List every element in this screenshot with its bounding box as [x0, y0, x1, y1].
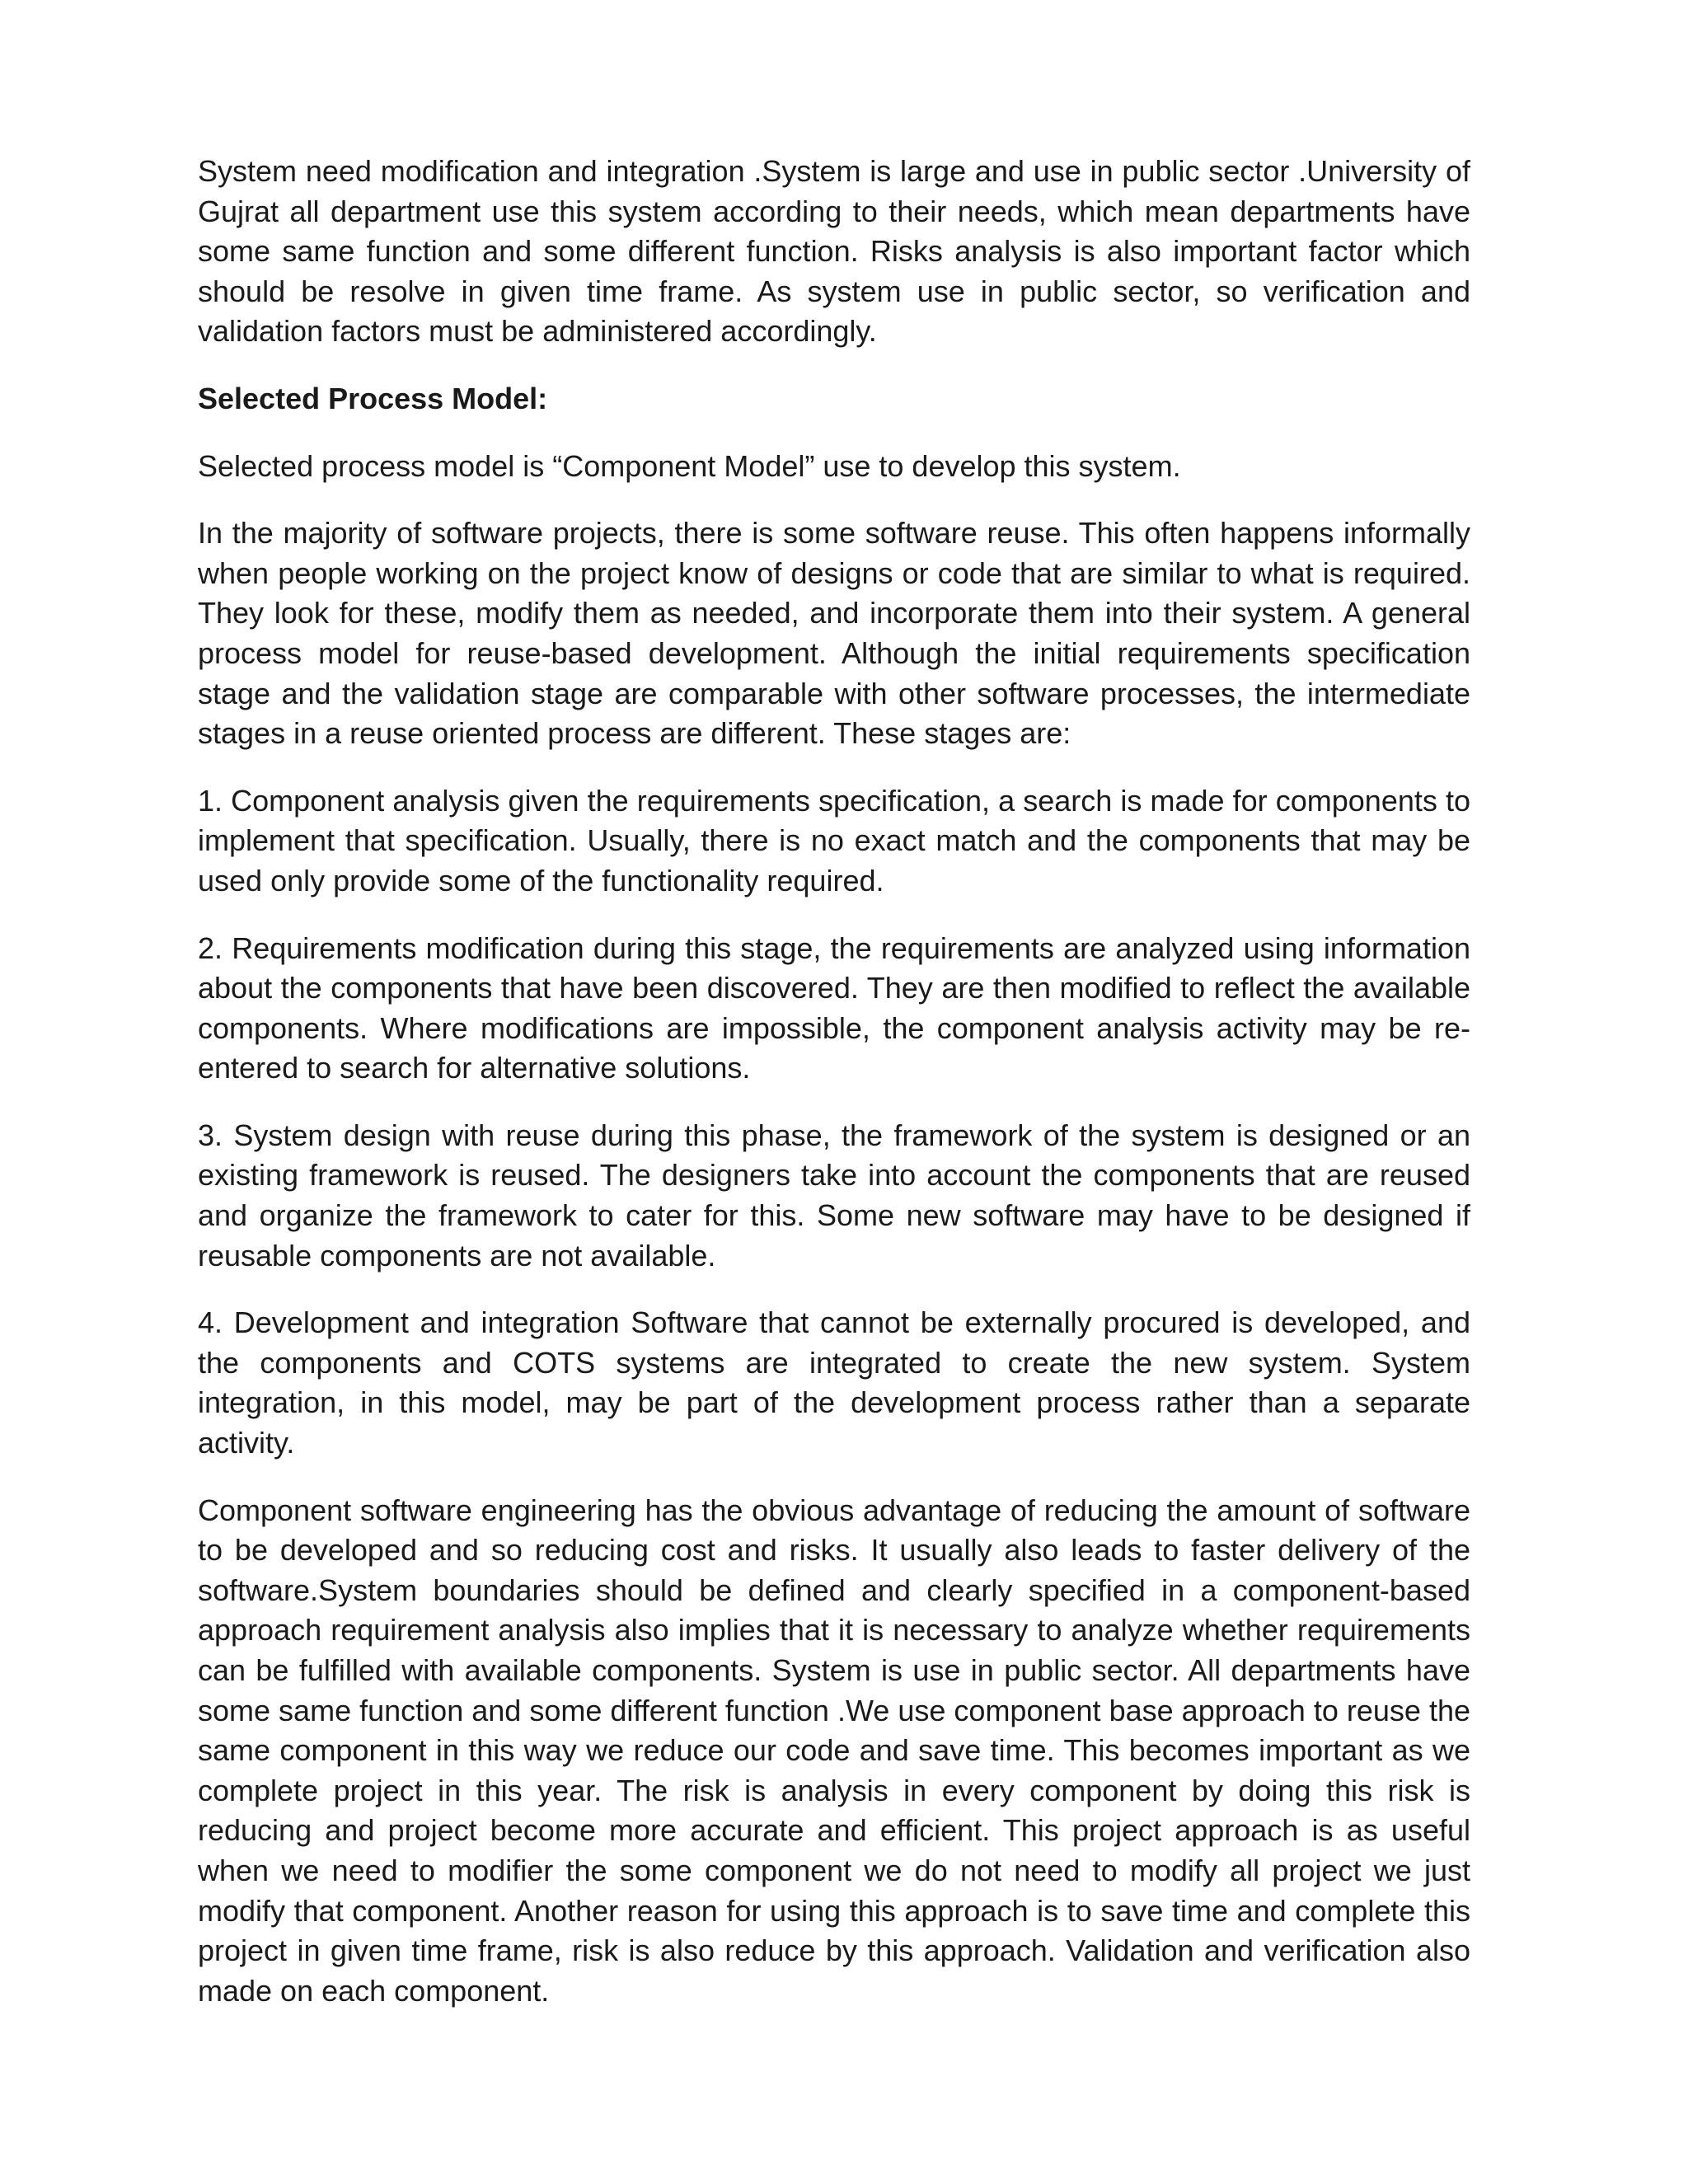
reuse-paragraph: In the majority of software projects, there is some software reuse. This often happens informally when people working on the project know of designs or code that are similar to what is required. They look for these, modify them as needed, and incorporate them into their system. A general process model for reuse-based development. Although the initial requirements specification stage and the validation stage are comparable with other software processes, the intermediate stages in a reuse oriented process are different. These stages are:: [198, 516, 1470, 751]
intro-paragraph: System need modification and integration .System is large and use in public sector .University of Gujrat all department use this system according to their needs, which mean departments have some same function and some different function. Risks analysis is also important factor which should be resolve in given time frame. As system use in public sector, so verification and validation factors must be administered accordingly.: [198, 154, 1470, 349]
stage-1-paragraph: 1. Component analysis given the requirements specification, a search is made for components to implement that specification. Usually, there is no exact match and the components that may be used only provide some of the functionality required.: [198, 783, 1470, 898]
section-heading: Selected Process Model:: [198, 381, 548, 415]
document-page: [198, 152, 1470, 2038]
conclusion-paragraph: Component software engineering has the obvious advantage of reducing the amount of software to be developed and so reducing cost and risks. It usually also leads to faster delivery of the software.System boundaries should be defined and clearly specified in a component-based approach requirement analysis also implies that it is necessary to analyze whether requirements can be fulfilled with available components. System is use in public sector. All departments have some same function and some different function .We use component base approach to reuse the same component in this way we reduce our code and save time. This becomes important as we complete project in this year. The risk is analysis in every component by doing this risk is reducing and project become more accurate and efficient. This project approach is as useful when we need to modifier the some component we do not need to modify all project we just modify that component. Another reason for using this approach is to save time and complete this project in given time frame, risk is also reduce by this approach. Validation and verification also made on each component.: [198, 1493, 1470, 2008]
stage-2-paragraph: 2. Requirements modification during this stage, the requirements are analyzed using information about the components that have been discovered. They are then modified to reflect the available components. Where modifications are impossible, the component analysis activity may be re-entered to search for alternative solutions.: [198, 930, 1470, 1085]
stage-3-paragraph: 3. System design with reuse during this phase, the framework of the system is designed or an existing framework is reused. The designers take into account the components that are reused and organize the framework to cater for this. Some new software may have to be designed if reusable components are not available.: [198, 1118, 1470, 1272]
selected-model-paragraph: Selected process model is “Component Model” use to develop this system.: [198, 448, 1181, 483]
stage-4-paragraph: 4. Development and integration Software that cannot be externally procured is developed, and the components and COTS systems are integrated to create the new system. System integration, in this model, may be part of the development process rather than a separate activity.: [198, 1305, 1470, 1460]
